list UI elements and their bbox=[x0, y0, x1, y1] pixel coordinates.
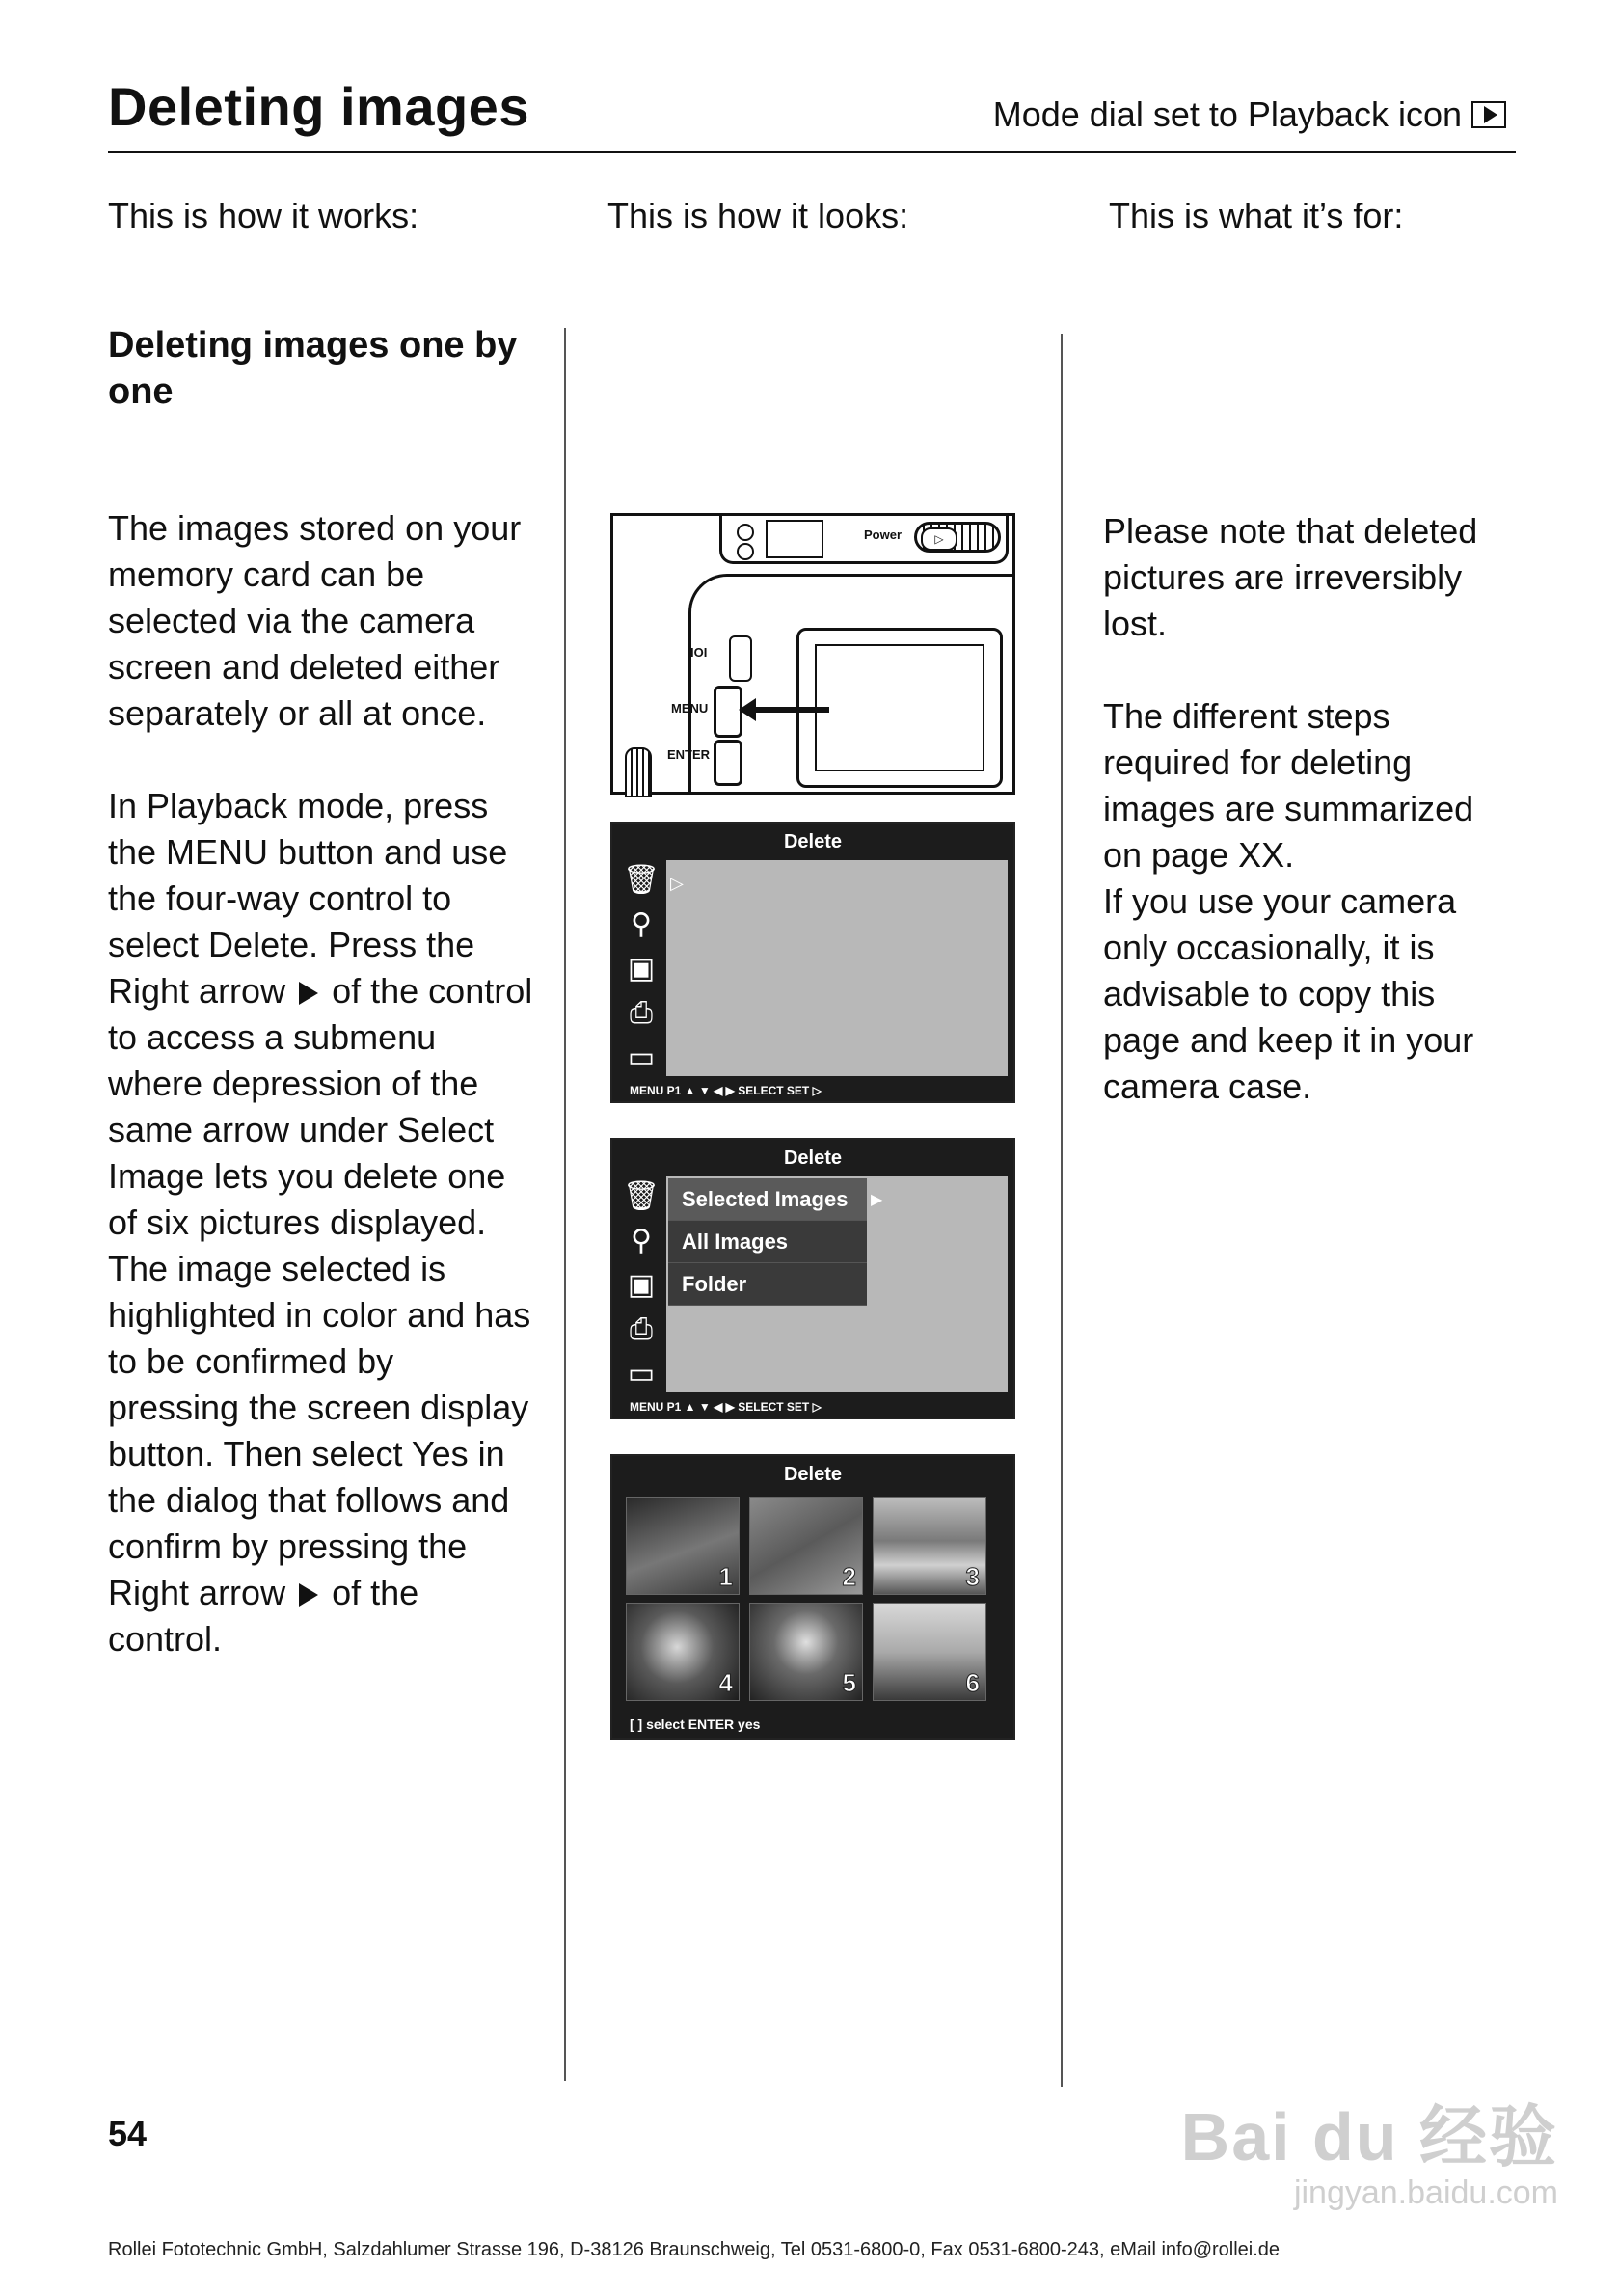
notes-text bbox=[1103, 508, 1518, 1110]
power-label: Power bbox=[864, 527, 903, 542]
page-title: Deleting images bbox=[108, 76, 529, 137]
lcd-side-icons bbox=[618, 858, 664, 1080]
folder-icon: ▭ bbox=[627, 1041, 656, 1073]
slideshow-icon: ▣ bbox=[627, 1269, 656, 1301]
camera-led-icon bbox=[737, 524, 754, 541]
page-number: 54 bbox=[108, 2114, 148, 2153]
trash-icon: 🗑 bbox=[622, 1180, 661, 1212]
playback-icon bbox=[1471, 101, 1506, 128]
watermark-logo: Bai du 经验 bbox=[1180, 2099, 1558, 2174]
instructions-paragraph-1: The images stored on your memory card can be selected via the camera screen and deleted either separately or all at once. bbox=[108, 508, 522, 733]
magnifier-icon: ⚲ bbox=[631, 908, 652, 940]
column-heading-how-it-looks: This is how it looks: bbox=[607, 196, 909, 235]
lcd-screen-delete-submenu bbox=[610, 1138, 1015, 1419]
thumbnail: 2 bbox=[749, 1497, 863, 1595]
note-summary: The different steps required for deleting images are summarized on page XX. bbox=[1103, 696, 1474, 875]
lcd-screen-delete bbox=[610, 822, 1015, 1103]
header-rule bbox=[108, 151, 1516, 153]
mode-dial-text: Mode dial set to Playback icon bbox=[992, 95, 1462, 134]
footer-address: Rollei Fototechnic GmbH, Salzdahlumer Strasse 196, D-38126 Braunschweig, Tel 0531-6800-0, Fax 0531-6800-243, eMail info@rollei.de bbox=[108, 2239, 1281, 2260]
display-button-label: IOI bbox=[690, 645, 708, 660]
lcd-status-bar: [ ] select ENTER yes bbox=[630, 1716, 761, 1732]
lcd-status-bar: MENU P1 ▲ ▼ ◀ ▶ SELECT SET ▷ bbox=[630, 1084, 822, 1097]
thumbnail: 5 bbox=[749, 1603, 863, 1701]
menu-item-folder: Folder bbox=[668, 1263, 867, 1306]
right-arrow-icon bbox=[299, 1583, 318, 1607]
menu-item-all-images: All Images bbox=[668, 1221, 867, 1263]
column-heading-how-it-works: This is how it works: bbox=[108, 196, 419, 235]
enter-button bbox=[714, 740, 742, 786]
thumbnail: 4 bbox=[626, 1603, 740, 1701]
menu-button-label: MENU bbox=[671, 701, 709, 716]
display-button bbox=[729, 635, 752, 682]
arrow-shaft bbox=[752, 707, 829, 713]
folder-icon: ▭ bbox=[627, 1358, 656, 1390]
watermark-url: jingyan.baidu.com bbox=[1293, 2174, 1558, 2211]
watermark bbox=[1181, 2083, 1558, 2212]
right-arrow-icon bbox=[299, 982, 318, 1005]
camera-led-icon bbox=[737, 543, 754, 560]
instructions-paragraph-2: In Playback mode, press the MENU button and use the four-way control to select Delete. Press the Right arrow of the control to access a submenu where depression of the same arrow under Select Image lets you delete one of six pictures displayed. The image selected is highlighted in color and has to be confirmed by pressing the screen display button. Then select Yes in the dialog that follows and confirm by pressing the Right arrow of the control. bbox=[108, 786, 533, 1659]
lcd-screen-title: Delete bbox=[783, 1464, 843, 1485]
cursor-arrow-icon: ▷ bbox=[670, 874, 684, 893]
thumbnail: 1 bbox=[626, 1497, 740, 1595]
trash-icon: 🗑 bbox=[622, 864, 661, 896]
thumbnail: 6 bbox=[873, 1603, 986, 1701]
lcd-status-bar: MENU P1 ▲ ▼ ◀ ▶ SELECT SET ▷ bbox=[630, 1400, 822, 1414]
lcd-menu-panel bbox=[666, 860, 1008, 1076]
note-copy-page: If you use your camera only occasionally, it is advisable to copy this page and keep it in your camera case. bbox=[1103, 881, 1474, 1106]
note-irreversible: Please note that deleted pictures are irreversibly lost. bbox=[1103, 511, 1478, 643]
mode-dial-note bbox=[993, 95, 1506, 135]
power-switch: ▷ bbox=[914, 522, 1001, 553]
pointer-arrow-icon bbox=[739, 698, 756, 721]
column-divider-left bbox=[564, 328, 566, 2081]
slideshow-icon: ▣ bbox=[627, 953, 656, 985]
menu-item-selected-images: Selected Images bbox=[668, 1178, 867, 1221]
camera-diagram bbox=[610, 513, 1015, 795]
enter-button-label: ENTER bbox=[667, 747, 711, 762]
instructions-text bbox=[108, 505, 534, 1709]
column-heading-what-for: This is what it’s for: bbox=[1109, 196, 1404, 235]
magnifier-icon: ⚲ bbox=[631, 1225, 652, 1256]
thumbnail: 3 bbox=[873, 1497, 986, 1595]
print-icon: ⎙ bbox=[630, 997, 653, 1029]
viewfinder-icon bbox=[766, 520, 823, 558]
strap-lug bbox=[625, 747, 652, 797]
section-heading: Deleting images one by one bbox=[108, 325, 518, 412]
lcd-screen-title: Delete bbox=[783, 831, 843, 852]
lcd-side-icons bbox=[618, 1175, 664, 1396]
submenu-arrow-icon: ▶ bbox=[871, 1192, 883, 1208]
lcd-screen-delete-thumbnails bbox=[610, 1454, 1015, 1740]
print-icon: ⎙ bbox=[630, 1313, 653, 1345]
lcd-screen-title: Delete bbox=[783, 1148, 843, 1169]
column-divider-right bbox=[1061, 334, 1063, 2087]
